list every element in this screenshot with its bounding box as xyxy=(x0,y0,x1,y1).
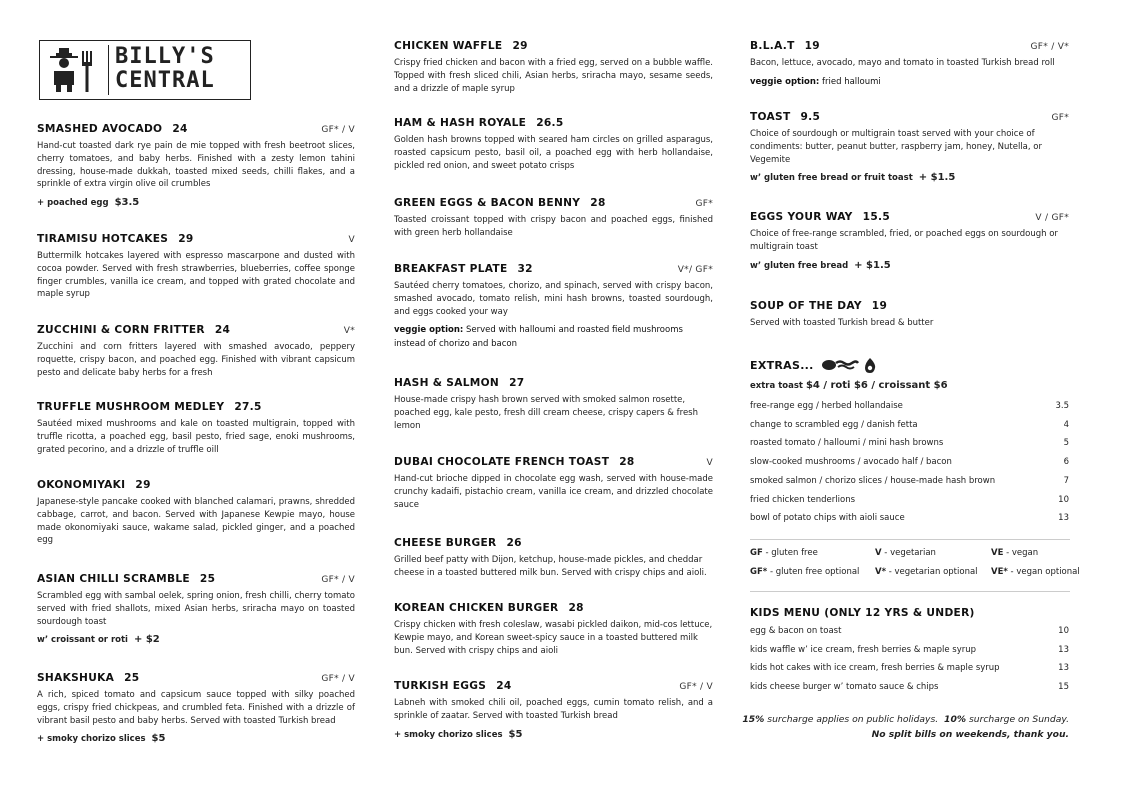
item-title: HASH & SALMON 27 xyxy=(394,377,525,389)
item-tags: V* xyxy=(343,326,355,336)
kids-menu-list xyxy=(750,622,1069,697)
item-title: ASIAN CHILLI SCRAMBLE 25 xyxy=(37,573,216,585)
item-title: TOAST 9.5 xyxy=(750,111,821,123)
item-tags: GF* xyxy=(695,199,713,209)
item-description: Choice of sourdough or multigrain toast served with your choice of condiments: butter, peanut butter, raspberry jam, honey, Nutella, or Vegemite xyxy=(750,129,1042,165)
item-description: Crispy chicken with fresh coleslaw, wasabi pickled daikon, mid-cos lettuce, Kewpie mayo, and Korean sweet-spicy sauce in a toasted buttered milk bun. Served with crispy chips and aioli xyxy=(394,620,713,656)
menu-item xyxy=(394,537,713,580)
list-item: kids waffle w’ ice cream, fresh berries & maple syrup 13 xyxy=(750,644,1069,655)
menu-item xyxy=(394,117,713,172)
menu-item xyxy=(37,233,355,301)
item-title: TIRAMISU HOTCAKES 29 xyxy=(37,233,194,245)
menu-item xyxy=(37,573,355,645)
list-item: slow-cooked mushrooms / avocado half / bacon 6 xyxy=(750,457,1069,468)
menu-item xyxy=(394,602,713,657)
brand-name xyxy=(108,45,215,95)
menu-item xyxy=(394,456,713,511)
extras-list xyxy=(750,397,1069,528)
list-item: change to scrambled egg / danish fetta 4 xyxy=(750,419,1069,430)
item-description: House-made crispy hash brown served with smoked salmon rosette, poached egg, kale pesto, fresh dill cream cheese, crispy capers & fresh lemon xyxy=(394,395,698,431)
item-addon: + poached egg $3.5 xyxy=(37,197,140,209)
item-title: CHICKEN WAFFLE 29 xyxy=(394,40,528,52)
list-item: fried chicken tenderlions 10 xyxy=(750,494,1069,505)
item-description: Hand-cut brioche dipped in chocolate egg wash, served with house-made crunchy kadaifi, pistachio cream, vanilla ice cream, and drizzled chocolate sauce xyxy=(394,474,713,510)
kids-menu-section xyxy=(750,607,1069,697)
item-title: B.L.A.T 19 xyxy=(750,40,820,52)
menu-item xyxy=(750,300,1069,330)
item-title: HAM & HASH ROYALE 26.5 xyxy=(394,117,564,129)
item-tags: V*/ GF* xyxy=(677,265,713,275)
item-title: SMASHED AVOCADO 24 xyxy=(37,123,188,135)
dietary-legend xyxy=(750,544,1080,582)
item-description: Scrambled egg with sambal oelek, spring onion, fresh chilli, cherry tomato served with fried shallots, mixed Asian herbs, sriracha mayo on toasted sourdough toast xyxy=(37,591,355,627)
menu-item xyxy=(37,123,355,208)
legend-item: VE* - vegan optional xyxy=(991,567,1080,577)
item-description: Toasted croissant topped with crispy bacon and poached eggs, finished with green herb hollandaise xyxy=(394,215,713,238)
item-description: Crispy fried chicken and bacon with a fried egg, served on a bubble waffle. Topped with fresh sliced chili, Asian herbs, sriracha mayo, sesame seeds, and a drizzle of maple syrup xyxy=(394,58,713,94)
brand-line-2: CENTRAL xyxy=(115,68,215,93)
item-description: Grilled beef patty with Dijon, ketchup, house-made pickles, and cheddar cheese in a toasted buttered milk bun. Served with crispy chips and aioli. xyxy=(394,555,707,578)
item-price: 24 xyxy=(172,123,188,135)
menu-item xyxy=(750,211,1069,271)
extras-title: EXTRAS... xyxy=(750,358,814,372)
divider xyxy=(750,539,1070,540)
list-item: kids hot cakes with ice cream, fresh berries & maple syrup 13 xyxy=(750,663,1069,674)
item-addon: + smoky chorizo slices $5 xyxy=(37,733,166,745)
item-tags: GF* / V xyxy=(679,682,713,692)
item-description: A rich, spiced tomato and capsicum sauce topped with silky poached eggs, crispy fried chickpeas, and crumbled feta. Finished with a drizzle of vibrant basil pesto and baby herbs. Served with toasted Turkish bread xyxy=(37,690,355,726)
item-tags: V xyxy=(706,458,713,468)
kids-menu-title: KIDS MENU (ONLY 12 YRS & UNDER) xyxy=(750,607,975,619)
item-addon: w’ gluten free bread + $1.5 xyxy=(750,259,891,271)
item-note: veggie option: Served with halloumi and roasted field mushrooms instead of chorizo and bacon xyxy=(394,325,683,350)
item-title: EGGS YOUR WAY 15.5 xyxy=(750,211,891,223)
item-addon: w’ gluten free bread or fruit toast + $1.5 xyxy=(750,172,956,184)
item-tags: GF* / V xyxy=(321,575,355,585)
item-addon: w’ croissant or roti + $2 xyxy=(37,634,160,646)
item-title: ZUCCHINI & CORN FRITTER 24 xyxy=(37,324,231,336)
extras-bread-options: extra toast $4 / roti $6 / croissant $6 xyxy=(750,380,948,391)
menu-item xyxy=(394,197,713,240)
menu-item xyxy=(750,40,1069,89)
item-description: Buttermilk hotcakes layered with espresso mascarpone and dusted with cocoa powder. Served with fresh strawberries, blueberries, coffee sponge finger crumbles, vanilla ice cream, and topped with grated chocolate and maple syrup xyxy=(37,251,355,300)
legend-item: GF - gluten free xyxy=(750,548,818,558)
menu-item xyxy=(37,672,355,744)
item-title: TRUFFLE MUSHROOM MEDLEY 27.5 xyxy=(37,401,262,413)
extras-section xyxy=(750,356,1069,528)
item-description: Sautéed cherry tomatoes, chorizo, and spinach, served with crispy bacon, smashed avocado, tomato relish, mini hash browns, toasted sourdough, and eggs cooked your way xyxy=(394,281,713,317)
item-title: KOREAN CHICKEN BURGER 28 xyxy=(394,602,584,614)
menu-item xyxy=(750,111,1069,183)
item-description: Labneh with smoked chili oil, poached eggs, cumin tomato relish, and a sprinkle of zaatar. Served with toasted Turkish bread xyxy=(394,698,713,721)
menu-item xyxy=(394,377,713,432)
menu-item xyxy=(394,40,713,95)
menu-item xyxy=(37,324,355,379)
item-tags: V xyxy=(348,235,355,245)
list-item: kids cheese burger w’ tomato sauce & chips 15 xyxy=(750,682,1069,693)
item-description: Hand-cut toasted dark rye pain de mie topped with fresh beetroot slices, cherry tomatoes, and baby herbs. Finished with a zesty lemon tahini dressing, house-made dukkah, toasted mixed seeds, chilli flakes, and a sprinkle of extra virgin olive oil crumbles xyxy=(37,141,355,190)
legend-item: V* - vegetarian optional xyxy=(875,567,978,577)
item-title: OKONOMIYAKI 29 xyxy=(37,479,151,491)
brand-line-1: BILLY'S xyxy=(115,44,215,69)
item-title: SHAKSHUKA 25 xyxy=(37,672,140,684)
item-note: veggie option: fried halloumi xyxy=(750,76,881,87)
item-description: Japanese-style pancake cooked with blanched calamari, prawns, shredded cabbage, carrot, and bacon. Served with Japanese Kewpie mayo, house made okonomiyaki sauce, wakame salad, pickled ginger, and a poached egg xyxy=(37,497,355,546)
item-tags: GF* xyxy=(1051,113,1069,123)
item-tags: GF* / V xyxy=(321,674,355,684)
surcharge-notice: 15% surcharge applies on public holidays. 10% surcharge on Sunday. No split bills on weekends, thank you. xyxy=(742,714,1069,740)
item-title: DUBAI CHOCOLATE FRENCH TOAST 28 xyxy=(394,456,635,468)
item-title: SOUP OF THE DAY 19 xyxy=(750,300,888,312)
list-item: free-range egg / herbed hollandaise 3.5 xyxy=(750,401,1069,411)
farmer-fork-icon xyxy=(46,47,102,93)
item-addon: + smoky chorizo slices $5 xyxy=(394,728,523,740)
item-description: Choice of free-range scrambled, fried, or poached eggs on sourdough or multigrain toast xyxy=(750,229,1058,252)
item-title: BREAKFAST PLATE 32 xyxy=(394,263,533,275)
item-description: Golden hash browns topped with seared ham circles on grilled asparagus, roasted capsicum pesto, basil oil, a poached egg with herb hollandaise, pickled red onion, and sweet potato crisps xyxy=(394,135,713,171)
item-title: TURKISH EGGS 24 xyxy=(394,680,512,692)
item-title: CHEESE BURGER 26 xyxy=(394,537,522,549)
divider xyxy=(750,591,1070,592)
item-description: Bacon, lettuce, avocado, mayo and tomato in toasted Turkish bread roll xyxy=(750,58,1055,68)
item-tags: GF* / V* xyxy=(1030,42,1069,52)
item-tags: GF* / V xyxy=(321,125,355,135)
egg-bacon-avocado-icon xyxy=(820,356,880,374)
item-description: Sautéed mixed mushrooms and kale on toasted multigrain, topped with truffle ricotta, a poached egg, basil pesto, fried sage, enoki mushrooms, grated pecorino, and a drizzle of truffle oill xyxy=(37,419,355,455)
list-item: smoked salmon / chorizo slices / house-made hash brown 7 xyxy=(750,475,1069,486)
list-item: bowl of potato chips with aioli sauce 13 xyxy=(750,513,1069,524)
menu-item xyxy=(394,680,713,740)
menu-item xyxy=(394,263,713,351)
list-item: roasted tomato / halloumi / mini hash browns 5 xyxy=(750,438,1069,449)
item-title: GREEN EGGS & BACON BENNY 28 xyxy=(394,197,606,209)
menu-item xyxy=(37,479,355,547)
menu-item xyxy=(37,401,355,456)
legend-item: V - vegetarian xyxy=(875,548,936,558)
brand-logo xyxy=(39,40,251,100)
list-item: egg & bacon on toast 10 xyxy=(750,626,1069,636)
legend-item: VE - vegan xyxy=(991,548,1039,558)
item-description: Served with toasted Turkish bread & butter xyxy=(750,318,934,328)
item-tags: V / GF* xyxy=(1035,213,1069,223)
legend-item: GF* - gluten free optional xyxy=(750,567,860,577)
item-description: Zucchini and corn fritters layered with smashed avocado, peppery roquette, crispy bacon, and poached egg. Finished with vibrant capsicum pesto and delicate baby herbs for a fresh xyxy=(37,342,355,378)
